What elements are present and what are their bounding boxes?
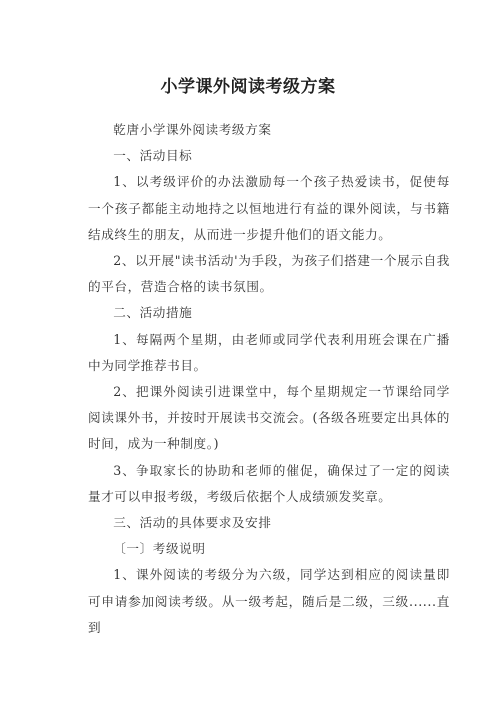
paragraph-measure-1: 1、每隔两个星期，由老师或同学代表利用班会课在广播中为同学推荐书目。 <box>88 331 450 373</box>
heading-activity-measures: 二、活动措施 <box>113 305 193 321</box>
paragraph-grading-1: 1、课外阅读的考级分为六级，同学达到相应的阅读量即可申请参加阅读考级。从一级考起，随后是二级，三级......直到 <box>88 567 450 635</box>
document-body <box>88 117 450 641</box>
heading-activity-goals: 一、活动目标 <box>113 148 193 164</box>
subheading-grading-notes: 〔一〕考级说明 <box>113 541 206 557</box>
document-title: 小学课外阅读考级方案 <box>160 77 336 97</box>
paragraph-goal-1: 1、以考级评价的办法激励每一个孩子热爱读书，促使每一个孩子都能主动地持之以恒地进行有益的课外阅读，与书籍结成终生的朋友，从而进一步提升他们的语文能力。 <box>88 174 450 242</box>
paragraph-school-plan: 乾唐小学课外阅读考级方案 <box>113 122 272 137</box>
heading-requirements: 三、活动的具体要求及安排 <box>113 515 272 531</box>
paragraph-measure-2: 2、把课外阅读引进课堂中，每个星期规定一节课给同学阅读课外书，并按时开展读书交流会。(各级各班要定出具体的时间，成为一种制度。) <box>88 384 450 452</box>
paragraph-measure-3: 3、争取家长的协助和老师的催促，确保过了一定的阅读量才可以申报考级，考级后依据个人成绩颁发奖章。 <box>88 462 450 504</box>
paragraph-goal-2: 2、以开展"读书活动'为手段，为孩子们搭建一个展示自我的平台，营造合格的读书氛围。 <box>88 253 450 295</box>
